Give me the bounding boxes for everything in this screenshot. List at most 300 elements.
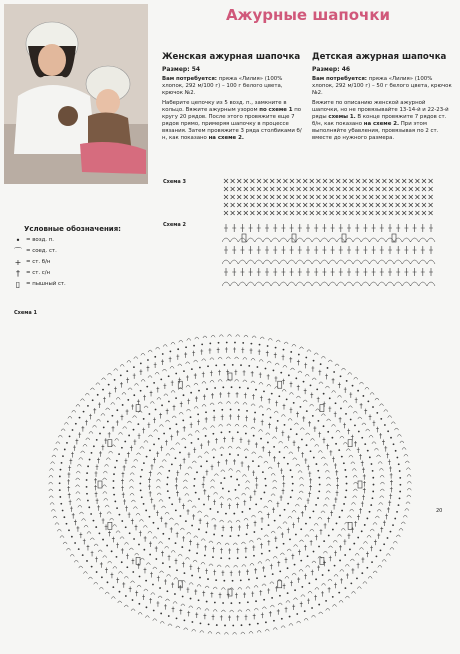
chain-arc bbox=[338, 534, 342, 536]
chain-mark bbox=[396, 457, 398, 459]
chain-mark bbox=[290, 351, 292, 353]
stitch-mark bbox=[415, 203, 419, 207]
stitch-mark bbox=[202, 372, 205, 378]
chain-arc bbox=[334, 574, 338, 576]
chain-arc bbox=[323, 504, 327, 506]
chain-arc bbox=[149, 435, 153, 437]
chain-mark bbox=[338, 449, 340, 451]
stitch-mark bbox=[339, 268, 343, 276]
chain-arc bbox=[251, 404, 255, 406]
stitch-mark bbox=[352, 568, 355, 574]
chain-arc bbox=[49, 496, 53, 498]
stitch-mark bbox=[267, 513, 270, 519]
chain-arc bbox=[238, 587, 242, 589]
chain-arc bbox=[64, 423, 68, 425]
chain-mark bbox=[279, 515, 281, 517]
chain-arc bbox=[78, 505, 82, 507]
stitch-mark bbox=[228, 504, 231, 510]
puff-stitch-mark bbox=[98, 481, 102, 488]
chain-arc bbox=[271, 473, 275, 475]
stitch-mark bbox=[213, 415, 216, 421]
chain-arc bbox=[105, 464, 109, 466]
chain-arc bbox=[407, 488, 411, 490]
stitch-mark bbox=[156, 451, 159, 457]
stitch-mark bbox=[380, 268, 384, 276]
chain-mark bbox=[394, 518, 396, 520]
chain-arc bbox=[96, 383, 100, 385]
stitch-mark bbox=[268, 423, 271, 429]
stitch-mark bbox=[230, 526, 233, 532]
chain-arc bbox=[246, 481, 250, 483]
chain-mark bbox=[133, 394, 135, 396]
chain-arc bbox=[236, 447, 240, 449]
stitch-mark bbox=[257, 246, 261, 254]
stitch-mark bbox=[123, 499, 126, 505]
chain-arc bbox=[103, 492, 107, 494]
chain-arc bbox=[378, 260, 386, 264]
puff-stitch-mark bbox=[278, 581, 282, 588]
chain-arc bbox=[244, 449, 248, 451]
chain-mark bbox=[231, 386, 233, 388]
stitch-mark bbox=[402, 195, 406, 199]
chain-arc bbox=[318, 451, 322, 453]
chain-mark bbox=[304, 610, 306, 612]
stitch-mark bbox=[334, 412, 337, 418]
chain-mark bbox=[316, 388, 318, 390]
stitch-mark bbox=[161, 551, 164, 557]
chain-arc bbox=[273, 556, 277, 558]
stitch-mark bbox=[388, 268, 392, 276]
stitch-mark bbox=[126, 409, 129, 415]
chain-mark bbox=[88, 506, 90, 508]
chain-mark bbox=[318, 546, 320, 548]
chain-mark bbox=[329, 397, 331, 399]
stitch-mark bbox=[269, 611, 272, 617]
stitch-mark bbox=[315, 535, 318, 541]
chain-arc bbox=[249, 540, 253, 542]
chain-mark bbox=[221, 454, 223, 456]
chain-arc bbox=[219, 424, 223, 426]
scheme1-label: Схема 1 bbox=[14, 310, 37, 316]
stitch-mark bbox=[282, 475, 285, 481]
legend-label: = пышный ст. bbox=[26, 281, 66, 287]
chain-arc bbox=[205, 452, 209, 454]
chain-arc bbox=[341, 528, 345, 530]
chain-mark bbox=[315, 578, 317, 580]
stitch-mark bbox=[298, 268, 302, 276]
chain-arc bbox=[198, 456, 202, 458]
chain-mark bbox=[345, 476, 347, 478]
chain-arc bbox=[310, 439, 314, 441]
chain-mark bbox=[271, 393, 273, 395]
chain-mark bbox=[366, 518, 368, 520]
chain-mark bbox=[354, 425, 356, 427]
chain-arc bbox=[297, 621, 301, 623]
stitch-mark bbox=[224, 195, 228, 199]
chain-arc bbox=[118, 601, 122, 603]
stitch-mark bbox=[349, 187, 353, 191]
stitch-mark bbox=[232, 268, 236, 276]
chain-arc bbox=[194, 536, 198, 538]
stitch-mark bbox=[206, 470, 209, 476]
chain-mark bbox=[86, 472, 88, 474]
chain-arc bbox=[329, 260, 337, 264]
stitch-mark bbox=[301, 452, 304, 458]
legend-symbol-icon: † bbox=[16, 269, 20, 278]
chain-mark bbox=[174, 593, 176, 595]
chain-mark bbox=[133, 429, 135, 431]
chain-arc bbox=[129, 480, 133, 482]
chain-mark bbox=[139, 576, 141, 578]
stitch-mark bbox=[310, 211, 314, 215]
stitch-mark bbox=[292, 522, 295, 528]
chain-arc bbox=[238, 260, 246, 264]
stitch-mark bbox=[336, 484, 339, 490]
chain-arc bbox=[299, 491, 303, 493]
chain-arc bbox=[347, 516, 351, 518]
chain-arc bbox=[162, 369, 166, 371]
stitch-mark bbox=[355, 398, 358, 404]
stitch-mark bbox=[316, 195, 320, 199]
stitch-mark bbox=[274, 536, 277, 542]
chain-mark bbox=[149, 413, 151, 415]
chain-mark bbox=[341, 456, 343, 458]
stitch-mark bbox=[175, 484, 178, 490]
chain-arc bbox=[159, 500, 163, 502]
chain-arc bbox=[221, 470, 225, 472]
chain-mark bbox=[191, 621, 193, 623]
stitch-mark bbox=[323, 179, 327, 183]
chain-arc bbox=[285, 576, 289, 578]
stitch-mark bbox=[281, 431, 284, 437]
chain-mark bbox=[371, 463, 373, 465]
stitch-mark bbox=[129, 587, 132, 593]
chain-arc bbox=[154, 430, 158, 432]
chain-arc bbox=[115, 439, 119, 441]
chain-mark bbox=[176, 423, 178, 425]
chain-mark bbox=[263, 599, 265, 601]
chain-mark bbox=[399, 484, 401, 486]
stitch-mark bbox=[343, 423, 346, 429]
chain-arc bbox=[250, 563, 254, 565]
stitch-mark bbox=[257, 268, 261, 276]
stitch-mark bbox=[274, 353, 277, 359]
stitch-mark bbox=[68, 472, 71, 478]
chain-mark bbox=[345, 587, 347, 589]
stitch-mark bbox=[363, 195, 367, 199]
chain-arc bbox=[251, 381, 255, 383]
chain-arc bbox=[244, 518, 248, 520]
chain-mark bbox=[167, 490, 169, 492]
chain-arc bbox=[57, 529, 61, 531]
chain-arc bbox=[218, 357, 222, 359]
chain-arc bbox=[188, 467, 192, 469]
stitch-mark bbox=[429, 224, 433, 232]
chain-arc bbox=[300, 428, 304, 430]
chain-mark bbox=[272, 573, 274, 575]
chain-arc bbox=[228, 335, 232, 337]
stitch-mark bbox=[307, 465, 310, 471]
stitch-mark bbox=[236, 615, 239, 621]
chain-mark bbox=[212, 433, 214, 435]
chain-arc bbox=[365, 387, 369, 389]
stitch-mark bbox=[339, 545, 342, 551]
stitch-mark bbox=[363, 474, 366, 480]
chain-mark bbox=[250, 343, 252, 345]
stitch-mark bbox=[272, 507, 275, 513]
chain-arc bbox=[135, 553, 139, 555]
chain-arc bbox=[370, 260, 378, 264]
scheme3-diagram bbox=[222, 176, 436, 220]
chain-arc bbox=[298, 471, 302, 473]
stitch-mark bbox=[384, 446, 387, 452]
stitch-mark bbox=[297, 203, 301, 207]
chain-arc bbox=[312, 282, 320, 286]
chain-arc bbox=[288, 516, 292, 518]
stitch-mark bbox=[304, 505, 307, 511]
chain-arc bbox=[312, 260, 320, 264]
stitch-mark bbox=[332, 457, 335, 463]
chain-arc bbox=[323, 551, 327, 553]
chain-arc bbox=[380, 482, 384, 484]
chain-arc bbox=[219, 335, 223, 337]
chain-arc bbox=[243, 403, 247, 405]
stitch-mark bbox=[402, 179, 406, 183]
chain-mark bbox=[267, 442, 269, 444]
stitch-mark bbox=[359, 508, 362, 514]
chain-arc bbox=[327, 419, 331, 421]
chain-mark bbox=[107, 581, 109, 583]
chain-arc bbox=[153, 537, 157, 539]
chain-arc bbox=[220, 497, 224, 499]
stitch-mark bbox=[349, 195, 353, 199]
stitch-mark bbox=[149, 471, 152, 477]
chain-mark bbox=[196, 471, 198, 473]
chain-arc bbox=[279, 441, 283, 443]
chain-arc bbox=[111, 403, 115, 405]
chain-mark bbox=[301, 586, 303, 588]
stitch-mark bbox=[154, 362, 157, 368]
chain-arc bbox=[238, 238, 246, 242]
stitch-mark bbox=[250, 179, 254, 183]
chain-mark bbox=[87, 465, 89, 467]
chain-arc bbox=[402, 238, 410, 242]
stitch-mark bbox=[308, 492, 311, 498]
stitch-mark bbox=[190, 422, 193, 428]
chain-arc bbox=[210, 358, 214, 360]
stitch-mark bbox=[382, 203, 386, 207]
stitch-mark bbox=[409, 211, 413, 215]
legend-label: = возд. п. bbox=[26, 237, 54, 243]
chain-arc bbox=[107, 512, 111, 514]
stitch-mark bbox=[316, 211, 320, 215]
stitch-mark bbox=[170, 435, 173, 441]
chain-mark bbox=[198, 498, 200, 500]
chain-arc bbox=[264, 535, 268, 537]
stitch-mark bbox=[396, 246, 400, 254]
stitch-mark bbox=[114, 387, 117, 393]
stitch-mark bbox=[270, 187, 274, 191]
chain-arc bbox=[234, 565, 238, 567]
chain-mark bbox=[265, 621, 267, 623]
chain-mark bbox=[280, 372, 282, 374]
chain-arc bbox=[106, 408, 110, 410]
chain-arc bbox=[217, 542, 221, 544]
chain-mark bbox=[338, 592, 340, 594]
stitch-mark bbox=[280, 495, 283, 501]
stitch-mark bbox=[402, 187, 406, 191]
chain-arc bbox=[354, 377, 358, 379]
stitch-mark bbox=[260, 396, 263, 402]
chain-arc bbox=[320, 238, 328, 242]
stitch-mark bbox=[346, 573, 349, 579]
chain-mark bbox=[239, 387, 241, 389]
chain-arc bbox=[321, 511, 325, 513]
chain-mark bbox=[108, 384, 110, 386]
chain-mark bbox=[373, 484, 375, 486]
chain-arc bbox=[233, 543, 237, 545]
stitch-mark bbox=[250, 187, 254, 191]
chain-arc bbox=[166, 420, 170, 422]
stitch-mark bbox=[376, 179, 380, 183]
chain-mark bbox=[317, 497, 319, 499]
chain-mark bbox=[138, 603, 140, 605]
stitch-mark bbox=[161, 359, 164, 365]
stitch-mark bbox=[290, 187, 294, 191]
chain-arc bbox=[171, 391, 175, 393]
chain-mark bbox=[255, 389, 257, 391]
chain-mark bbox=[245, 556, 247, 558]
chain-arc bbox=[197, 585, 201, 587]
chain-arc bbox=[192, 629, 196, 631]
chain-arc bbox=[49, 489, 53, 491]
chain-arc bbox=[222, 282, 230, 286]
chain-arc bbox=[259, 430, 263, 432]
stitch-mark bbox=[389, 494, 392, 500]
chain-arc bbox=[273, 487, 277, 489]
chain-mark bbox=[392, 524, 394, 526]
stitch-mark bbox=[363, 187, 367, 191]
stitch-mark bbox=[126, 378, 129, 384]
chain-arc bbox=[50, 469, 54, 471]
stitch-mark bbox=[230, 571, 233, 577]
chain-mark bbox=[183, 394, 185, 396]
chain-arc bbox=[111, 597, 115, 599]
stitch-mark bbox=[142, 428, 145, 434]
chain-arc bbox=[124, 605, 128, 607]
chain-mark bbox=[372, 470, 374, 472]
stitch-mark bbox=[297, 187, 301, 191]
chain-arc bbox=[51, 462, 55, 464]
stitch-mark bbox=[383, 520, 386, 526]
stitch-mark bbox=[343, 195, 347, 199]
chain-arc bbox=[288, 282, 296, 286]
chain-mark bbox=[126, 370, 128, 372]
chain-mark bbox=[371, 561, 373, 563]
chain-mark bbox=[146, 386, 148, 388]
chain-arc bbox=[296, 396, 300, 398]
chain-arc bbox=[55, 523, 59, 525]
chain-mark bbox=[325, 600, 327, 602]
stitch-mark bbox=[310, 203, 314, 207]
stitch-mark bbox=[282, 355, 285, 361]
stitch-mark bbox=[415, 179, 419, 183]
puff-stitch-mark bbox=[108, 522, 112, 529]
stitch-mark bbox=[363, 211, 367, 215]
chain-arc bbox=[89, 432, 93, 434]
chain-arc bbox=[110, 518, 114, 520]
stitch-mark bbox=[237, 187, 241, 191]
chain-mark bbox=[277, 420, 279, 422]
chain-mark bbox=[133, 366, 135, 368]
chain-arc bbox=[246, 609, 250, 611]
stitch-mark bbox=[164, 604, 167, 610]
chain-mark bbox=[203, 504, 205, 506]
chain-mark bbox=[197, 413, 199, 415]
stitch-mark bbox=[165, 440, 168, 446]
stitch-mark bbox=[243, 500, 246, 506]
chain-arc bbox=[312, 238, 320, 242]
chain-arc bbox=[63, 542, 67, 544]
chain-arc bbox=[281, 626, 285, 628]
chain-mark bbox=[155, 558, 157, 560]
stitch-mark bbox=[356, 211, 360, 215]
chain-arc bbox=[284, 342, 288, 344]
chain-arc bbox=[127, 360, 131, 362]
stitch-mark bbox=[270, 564, 273, 570]
stitch-mark bbox=[192, 514, 195, 520]
chain-arc bbox=[214, 474, 218, 476]
chain-mark bbox=[240, 364, 242, 366]
chain-mark bbox=[273, 446, 275, 448]
stitch-mark bbox=[83, 539, 86, 545]
stitch-mark bbox=[304, 363, 307, 369]
chain-arc bbox=[325, 470, 329, 472]
stitch-mark bbox=[330, 195, 334, 199]
chain-mark bbox=[229, 558, 231, 560]
chain-arc bbox=[157, 473, 161, 475]
chain-mark bbox=[143, 549, 145, 551]
stitch-mark bbox=[285, 607, 288, 613]
stitch-mark bbox=[356, 195, 360, 199]
chain-mark bbox=[60, 503, 62, 505]
chain-mark bbox=[176, 617, 178, 619]
stitch-mark bbox=[389, 466, 392, 472]
chain-mark bbox=[185, 346, 187, 348]
chain-mark bbox=[367, 401, 369, 403]
page-title: Ажурные шапочки bbox=[225, 6, 391, 24]
chain-arc bbox=[298, 498, 302, 500]
women-size: Размер: 54 bbox=[162, 66, 201, 73]
chain-arc bbox=[270, 582, 274, 584]
chain-arc bbox=[222, 238, 230, 242]
stitch-mark bbox=[95, 492, 98, 498]
chain-arc bbox=[127, 421, 131, 423]
chain-arc bbox=[53, 516, 57, 518]
chain-arc bbox=[294, 598, 298, 600]
chain-arc bbox=[258, 511, 262, 513]
chain-mark bbox=[249, 624, 251, 626]
chain-arc bbox=[186, 362, 190, 364]
stitch-mark bbox=[421, 268, 425, 276]
chain-mark bbox=[96, 571, 98, 573]
chain-mark bbox=[264, 478, 266, 480]
stitch-mark bbox=[289, 357, 292, 363]
chain-mark bbox=[214, 602, 216, 604]
chain-arc bbox=[340, 436, 344, 438]
chain-arc bbox=[108, 373, 112, 375]
chain-arc bbox=[157, 398, 161, 400]
